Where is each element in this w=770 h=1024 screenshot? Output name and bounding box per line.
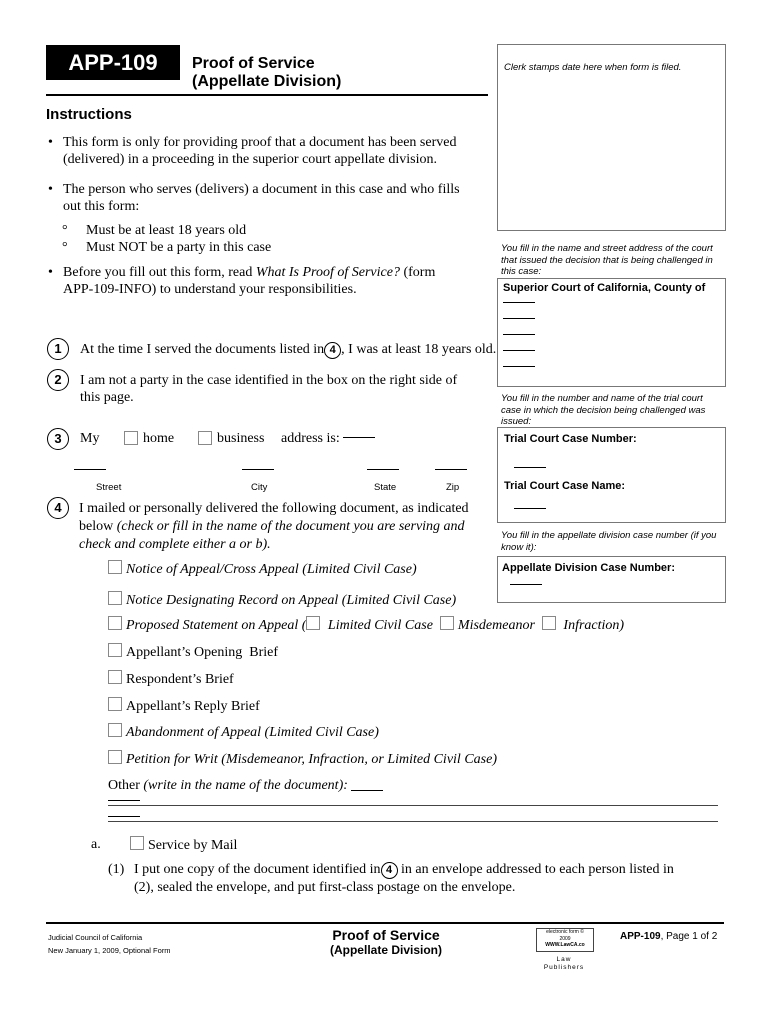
doc-other-line-short-1 xyxy=(108,800,140,801)
service-p1-text-b: in an envelope addressed to each person listed in (2), sealed the envelope, and put first-class postage on the envelope. xyxy=(134,862,674,895)
service-a-letter: a. xyxy=(91,837,101,852)
bullet-glyph: • xyxy=(48,182,53,197)
doc-notice-of-appeal-checkbox[interactable] xyxy=(108,560,122,574)
doc-notice-designating-record-label: Notice Designating Record on Appeal (Limited Civil Case) xyxy=(126,593,457,608)
limited-civil-case-label: Limited Civil Case xyxy=(327,618,433,633)
court-label: Superior Court of California, County of xyxy=(503,282,706,294)
street-label: Street xyxy=(96,482,122,493)
item-1-text xyxy=(80,341,496,359)
bullet-3-text-c: (form APP-109-INFO) to understand your responsibilities. xyxy=(63,265,436,297)
infraction-label: Infraction) xyxy=(563,618,625,633)
doc-respondents-brief xyxy=(108,670,234,688)
bullet-glyph: • xyxy=(48,265,53,280)
form-title-line1: Proof of Service xyxy=(192,55,315,72)
item-1-text-b: , I was at least 18 years old. xyxy=(341,342,497,357)
appellate-note: You fill in the appellate division case number (if you know it): xyxy=(501,530,717,553)
doc-other-line-2[interactable] xyxy=(108,821,718,822)
service-p1-number: (1) xyxy=(108,862,125,877)
doc-other-line-1[interactable] xyxy=(108,805,718,806)
item-4-reference: 4 xyxy=(324,342,341,359)
info-form-reference: What Is Proof of Service? xyxy=(255,265,400,280)
doc-notice-of-appeal-label: Notice of Appeal/Cross Appeal (Limited Civil Case) xyxy=(126,562,417,577)
doc-abandonment-checkbox[interactable] xyxy=(108,723,122,737)
item-4-text-b: (check or fill in the name of the document you are serving and check and complete either a or b). xyxy=(79,519,465,552)
publisher-stamp xyxy=(536,928,594,952)
instructions-bullet-2 xyxy=(48,181,468,215)
doc-proposed-statement xyxy=(108,616,624,634)
trial-number-line[interactable] xyxy=(514,467,546,468)
item-2-text: I am not a party in the case identified in the box on the right side of this page. xyxy=(80,373,458,405)
item-3-number: 3 xyxy=(47,428,69,450)
footer-title xyxy=(300,927,472,957)
doc-abandonment xyxy=(108,723,379,741)
doc-reply-brief-checkbox[interactable] xyxy=(108,697,122,711)
doc-abandonment-label: Abandonment of Appeal (Limited Civil Case) xyxy=(126,725,379,740)
sub-bullet-1-text: Must be at least 18 years old xyxy=(86,223,247,238)
footer-title-line2: (Appellate Division) xyxy=(329,943,442,957)
instructions-bullet-1 xyxy=(48,134,468,168)
footer-form-number: APP-109 xyxy=(620,931,661,942)
footer-title-line1: Proof of Service xyxy=(332,927,440,943)
address-inline-line xyxy=(343,437,375,438)
form-number-badge: APP-109 xyxy=(46,45,180,80)
publisher-name: Publishers xyxy=(543,964,585,971)
misdemeanor-checkbox[interactable] xyxy=(440,616,454,630)
item-4-reference: 4 xyxy=(381,862,398,879)
doc-other-inline-line[interactable] xyxy=(351,790,383,791)
address-label xyxy=(281,430,375,447)
sub-bullet-glyph: ° xyxy=(62,223,68,238)
doc-opening-brief-label: Appellant’s Opening Brief xyxy=(126,645,279,660)
street-line[interactable] xyxy=(74,469,106,470)
instructions-heading: Instructions xyxy=(46,106,132,123)
service-by-mail xyxy=(130,836,237,854)
doc-reply-brief xyxy=(108,697,260,715)
doc-petition-for-writ xyxy=(108,750,497,768)
doc-other-line-short-2 xyxy=(108,816,140,817)
doc-petition-for-writ-checkbox[interactable] xyxy=(108,750,122,764)
limited-civil-case-checkbox[interactable] xyxy=(306,616,320,630)
doc-respondents-brief-checkbox[interactable] xyxy=(108,670,122,684)
doc-other-label: Other xyxy=(108,778,144,793)
publisher-stamp-line2: 2009 xyxy=(559,935,571,942)
doc-opening-brief-checkbox[interactable] xyxy=(108,643,122,657)
address-label-text: address is: xyxy=(281,431,340,446)
bullet-glyph: • xyxy=(48,135,53,150)
doc-notice-designating-record xyxy=(108,591,456,609)
footer-rule xyxy=(46,922,724,924)
trial-name-label: Trial Court Case Name: xyxy=(504,480,626,492)
sub-bullet-2 xyxy=(62,239,271,256)
footer-date: New January 1, 2009, Optional Form xyxy=(48,946,171,955)
service-by-mail-checkbox[interactable] xyxy=(130,836,144,850)
doc-other xyxy=(108,777,383,794)
doc-notice-designating-record-checkbox[interactable] xyxy=(108,591,122,605)
appellate-label: Appellate Division Case Number: xyxy=(502,562,675,574)
doc-proposed-statement-label: Proposed Statement on Appeal ( xyxy=(126,618,307,633)
publisher-stamp-line1: electronic form © xyxy=(546,929,584,935)
home-label: home xyxy=(143,431,175,446)
form-title xyxy=(192,55,341,91)
footer-page-text: , Page 1 of 2 xyxy=(660,931,718,942)
item-1-text-a: At the time I served the documents listed in xyxy=(80,342,325,357)
court-line-2 xyxy=(503,318,535,319)
sub-bullet-1 xyxy=(62,222,246,239)
state-label: State xyxy=(374,482,397,493)
sub-bullet-glyph: ° xyxy=(62,240,68,255)
bullet-2-text: The person who serves (delivers) a document in this case and who fills out this form: xyxy=(63,182,460,214)
court-line-4 xyxy=(503,350,535,351)
form-title-line2: (Appellate Division) xyxy=(192,73,342,90)
item-3-my: My xyxy=(80,431,100,446)
court-line-3 xyxy=(503,334,535,335)
court-line-1 xyxy=(503,302,535,303)
infraction-checkbox[interactable] xyxy=(542,616,556,630)
bullet-1-text: This form is only for providing proof that a document has been served (delivered) in a proceeding in the superior court appellate division. xyxy=(63,135,457,167)
appellate-line[interactable] xyxy=(510,584,542,585)
publisher-law: Law xyxy=(556,956,572,963)
doc-respondents-brief-label: Respondent’s Brief xyxy=(126,672,234,687)
business-label: business xyxy=(217,431,265,446)
court-box[interactable] xyxy=(497,278,726,387)
doc-opening-brief xyxy=(108,643,278,661)
item-4-text xyxy=(79,500,474,554)
clerk-stamp-note: Clerk stamps date here when form is filed. xyxy=(504,62,682,73)
doc-other-hint: (write in the name of the document): xyxy=(143,778,348,793)
footer-page xyxy=(620,931,717,942)
item-2-number: 2 xyxy=(47,369,69,391)
sub-bullet-2-text: Must NOT be a party in this case xyxy=(86,240,272,255)
footer-council: Judicial Council of California xyxy=(48,933,143,942)
item-1-number: 1 xyxy=(47,338,69,360)
trial-number-label: Trial Court Case Number: xyxy=(504,433,637,445)
misdemeanor-label: Misdemeanor xyxy=(457,618,535,633)
publisher-stamp-line3: WWW.LawCA.co xyxy=(545,942,585,948)
doc-reply-brief-label: Appellant’s Reply Brief xyxy=(126,699,260,714)
service-p1-text xyxy=(134,861,694,896)
business-checkbox[interactable] xyxy=(198,431,212,445)
service-by-mail-label: Service by Mail xyxy=(148,838,238,853)
service-p1-text-a: I put one copy of the document identified in xyxy=(134,862,381,877)
item-4-text-a: I mailed or personally delivered the following document, as indicated below xyxy=(79,501,469,534)
zip-line[interactable] xyxy=(435,469,467,470)
home-checkbox[interactable] xyxy=(124,431,138,445)
item-4-number: 4 xyxy=(47,497,69,519)
zip-label: Zip xyxy=(446,482,460,493)
instructions-bullet-3 xyxy=(48,264,448,298)
doc-petition-for-writ-label: Petition for Writ (Misdemeanor, Infraction, or Limited Civil Case) xyxy=(126,752,497,767)
trial-name-line[interactable] xyxy=(514,508,546,509)
court-line-5 xyxy=(503,366,535,367)
state-line[interactable] xyxy=(367,469,399,470)
trial-note: You fill in the number and name of the trial court case in which the decision being challenged was issued: xyxy=(501,393,706,427)
city-line[interactable] xyxy=(242,469,274,470)
doc-notice-of-appeal xyxy=(108,560,417,578)
header-rule xyxy=(46,94,488,96)
doc-proposed-statement-checkbox[interactable] xyxy=(108,616,122,630)
bullet-3-text-a: Before you fill out this form, read xyxy=(63,265,256,280)
city-label: City xyxy=(251,482,268,493)
court-note: You fill in the name and street address of the court that issued the decision that is being challenged in this case: xyxy=(501,243,713,277)
